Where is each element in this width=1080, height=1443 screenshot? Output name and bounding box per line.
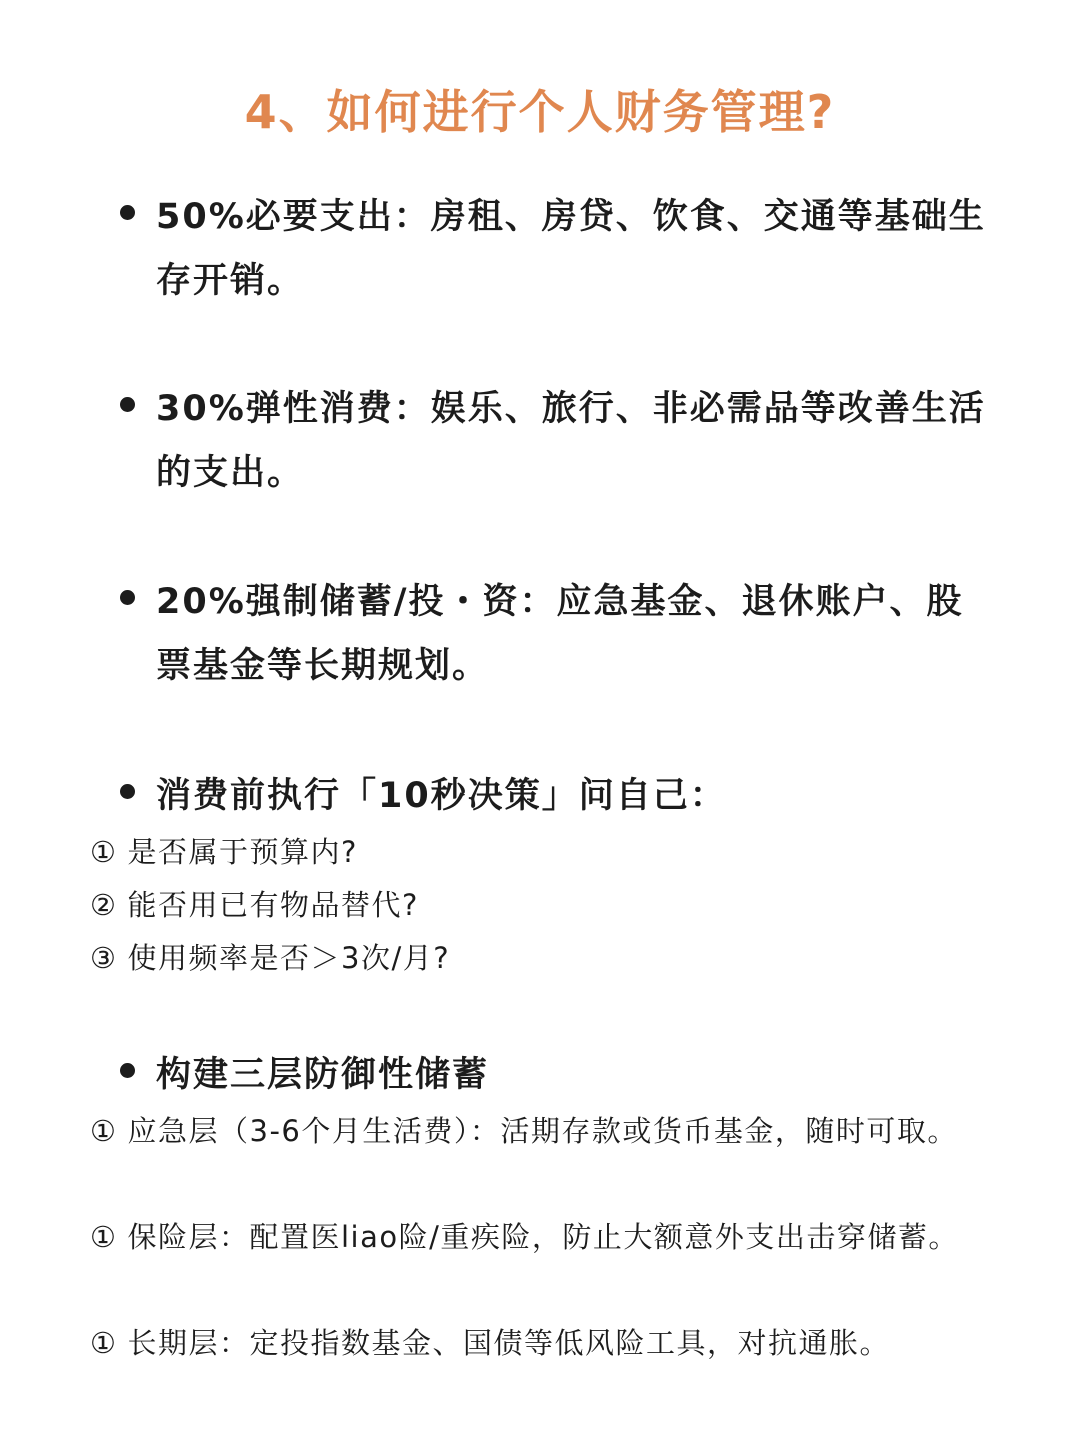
list-item-question xyxy=(90,826,990,879)
bullet-text: 30%弹性消费：娱乐、旅行、非必需品等改善生活的支出。 xyxy=(156,389,986,493)
bullet-dot-icon xyxy=(120,1063,135,1078)
list-item-question xyxy=(90,932,990,985)
bullet-text: 50%必要支出：房租、房贷、饮食、交通等基础生存开销。 xyxy=(156,197,986,301)
list-number: ① xyxy=(90,1220,118,1254)
list-number: ② xyxy=(90,888,118,922)
bullet-dot-icon xyxy=(120,590,135,605)
list-number: ③ xyxy=(90,941,118,975)
bullet-dot-icon xyxy=(120,784,135,799)
list-item-text: 是否属于预算内? xyxy=(127,835,358,869)
list-item-text: 能否用已有物品替代? xyxy=(127,888,419,922)
page-title: 4、如何进行个人财务管理? xyxy=(244,85,836,139)
list-item-question xyxy=(90,879,990,932)
list-item-text: 使用频率是否＞3次/月? xyxy=(127,941,451,975)
bullet-dot-icon xyxy=(120,397,135,412)
list-item-text: 长期层：定投指数基金、国债等低风险工具，对抗通胀。 xyxy=(127,1326,891,1360)
bullet-text: 构建三层防御性储蓄 xyxy=(156,1055,490,1095)
list-item-text: 应急层（3-6个月生活费）：活期存款或货币基金，随时可取。 xyxy=(127,1114,958,1148)
bullet-text: 消费前执行「10秒决策」问自己： xyxy=(156,776,727,816)
list-item-layer xyxy=(90,1105,990,1158)
list-number: ① xyxy=(90,1326,118,1360)
list-number: ① xyxy=(90,835,118,869)
list-number: ① xyxy=(90,1114,118,1148)
list-item-layer xyxy=(90,1317,990,1370)
bullet-text: 20%强制储蓄/投・资：应急基金、退休账户、股票基金等长期规划。 xyxy=(156,582,964,686)
list-item-text: 保险层：配置医liao险/重疾险，防止大额意外支出击穿储蓄。 xyxy=(127,1220,959,1254)
list-item-layer xyxy=(90,1211,990,1264)
bullet-dot-icon xyxy=(120,205,135,220)
